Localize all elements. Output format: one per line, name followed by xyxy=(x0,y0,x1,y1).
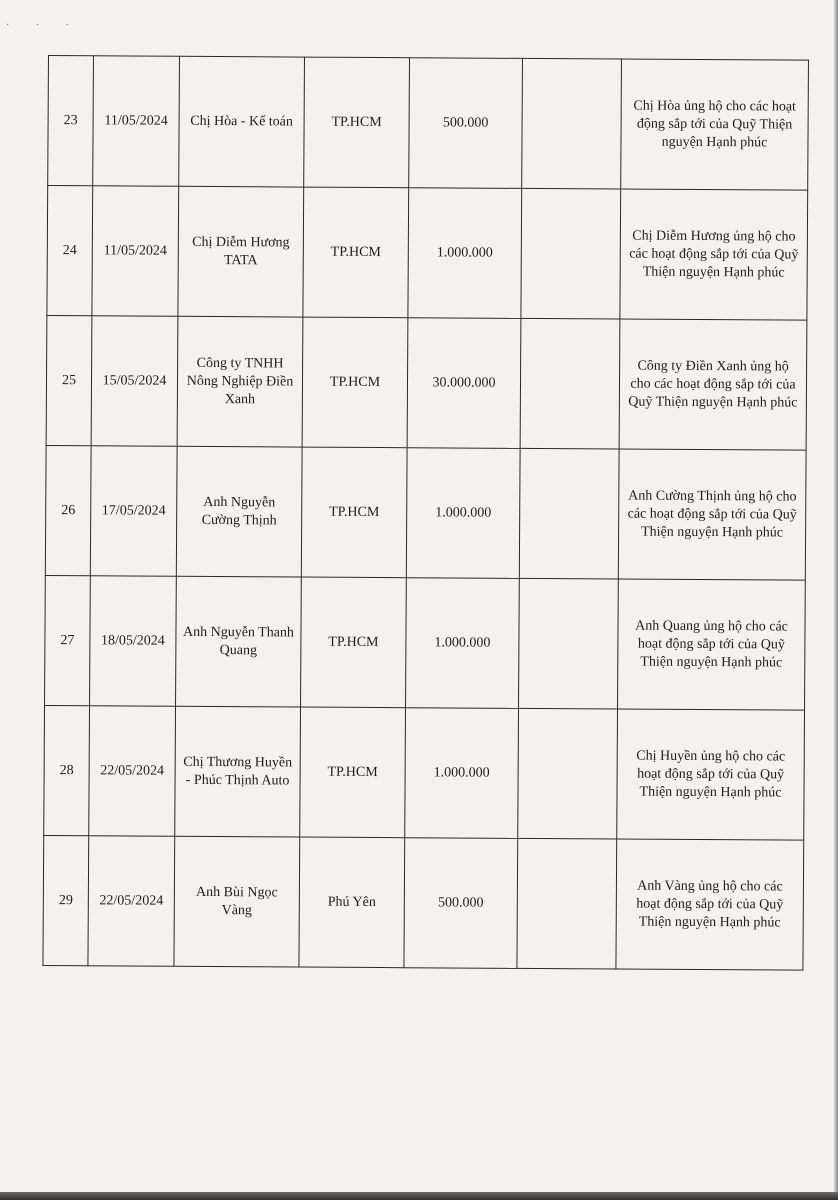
cell-location: TP.HCM xyxy=(301,577,407,708)
cell-donor: Anh Nguyễn Cường Thịnh xyxy=(176,446,302,577)
cell-stt: 23 xyxy=(48,56,94,186)
cell-blank xyxy=(519,448,619,579)
cell-date: 11/05/2024 xyxy=(92,186,179,317)
table-row xyxy=(48,56,809,191)
cell-note: Anh Vàng ủng hộ cho các hoạt động sắp tới của Quỹ Thiện nguyện Hạnh phúc xyxy=(616,839,804,970)
cell-location: Phú Yên xyxy=(299,837,405,968)
cell-location: TP.HCM xyxy=(302,317,408,448)
table-row xyxy=(44,705,805,840)
cell-blank xyxy=(521,188,621,319)
cell-donor: Anh Nguyễn Thanh Quang xyxy=(176,576,302,707)
cell-stt: 29 xyxy=(43,835,89,965)
cell-note: Chị Huyền ủng hộ cho các hoạt động sắp tới của Quỹ Thiện nguyện Hạnh phúc xyxy=(617,709,805,840)
cell-donor: Chị Hòa - Kế toán xyxy=(179,56,305,187)
cell-donor: Chị Diễm Hương TATA xyxy=(178,186,304,317)
cell-location: TP.HCM xyxy=(301,447,407,578)
cell-blank xyxy=(522,58,622,189)
cell-amount: 1.000.000 xyxy=(405,708,519,839)
cell-note: Anh Quang ủng hộ cho các hoạt động sắp tới của Quỹ Thiện nguyện Hạnh phúc xyxy=(618,579,806,710)
cell-amount: 500.000 xyxy=(404,838,518,969)
cell-stt: 24 xyxy=(47,186,93,316)
cell-stt: 25 xyxy=(46,315,92,445)
cell-date: 11/05/2024 xyxy=(93,56,180,187)
cell-blank xyxy=(519,578,619,709)
cell-date: 15/05/2024 xyxy=(91,316,178,447)
cell-stt: 26 xyxy=(45,445,91,575)
cell-amount: 1.000.000 xyxy=(406,578,520,709)
cell-blank xyxy=(520,318,620,449)
cell-date: 22/05/2024 xyxy=(88,836,175,967)
cell-donor: Công ty TNHH Nông Nghiệp Điền Xanh xyxy=(177,316,303,447)
table-row xyxy=(45,575,806,710)
page-right-edge xyxy=(834,0,838,1200)
donation-table xyxy=(42,55,809,971)
page-bottom-edge xyxy=(0,1192,838,1200)
cell-donor: Chị Thương Huyền - Phúc Thịnh Auto xyxy=(175,706,301,837)
cell-location: TP.HCM xyxy=(304,57,410,188)
cell-note: Anh Cường Thịnh ủng hộ cho các hoạt động sắp tới của Quỹ Thiện nguyện Hạnh phúc xyxy=(618,449,806,580)
cell-note: Chị Hòa ủng hộ cho các hoạt động sắp tới của Quỹ Thiện nguyện Hạnh phúc xyxy=(621,59,809,190)
cell-date: 18/05/2024 xyxy=(90,576,177,707)
cell-amount: 1.000.000 xyxy=(406,448,520,579)
table-row xyxy=(46,315,807,450)
cell-blank xyxy=(517,838,617,969)
cell-location: TP.HCM xyxy=(303,187,409,318)
table-row xyxy=(45,445,806,580)
cell-stt: 28 xyxy=(44,705,90,835)
cell-date: 22/05/2024 xyxy=(89,706,176,837)
cell-date: 17/05/2024 xyxy=(90,446,177,577)
cell-note: Công ty Điền Xanh ủng hộ cho các hoạt động sắp tới của Quỹ Thiện nguyện Hạnh phúc xyxy=(619,319,807,450)
cell-note: Chị Diễm Hương ủng hộ cho các hoạt động sắp tới của Quỹ Thiện nguyện Hạnh phúc xyxy=(620,189,808,320)
cell-stt: 27 xyxy=(45,575,91,705)
cell-amount: 30.000.000 xyxy=(407,318,521,449)
scan-specks: · · · xyxy=(6,20,81,31)
cell-amount: 500.000 xyxy=(409,58,523,189)
cell-donor: Anh Bùi Ngọc Vàng xyxy=(174,836,300,967)
cell-location: TP.HCM xyxy=(300,707,406,838)
table-row xyxy=(43,835,804,970)
table-row xyxy=(47,186,808,321)
table-body xyxy=(43,56,809,971)
cell-blank xyxy=(518,708,618,839)
cell-amount: 1.000.000 xyxy=(408,188,522,319)
